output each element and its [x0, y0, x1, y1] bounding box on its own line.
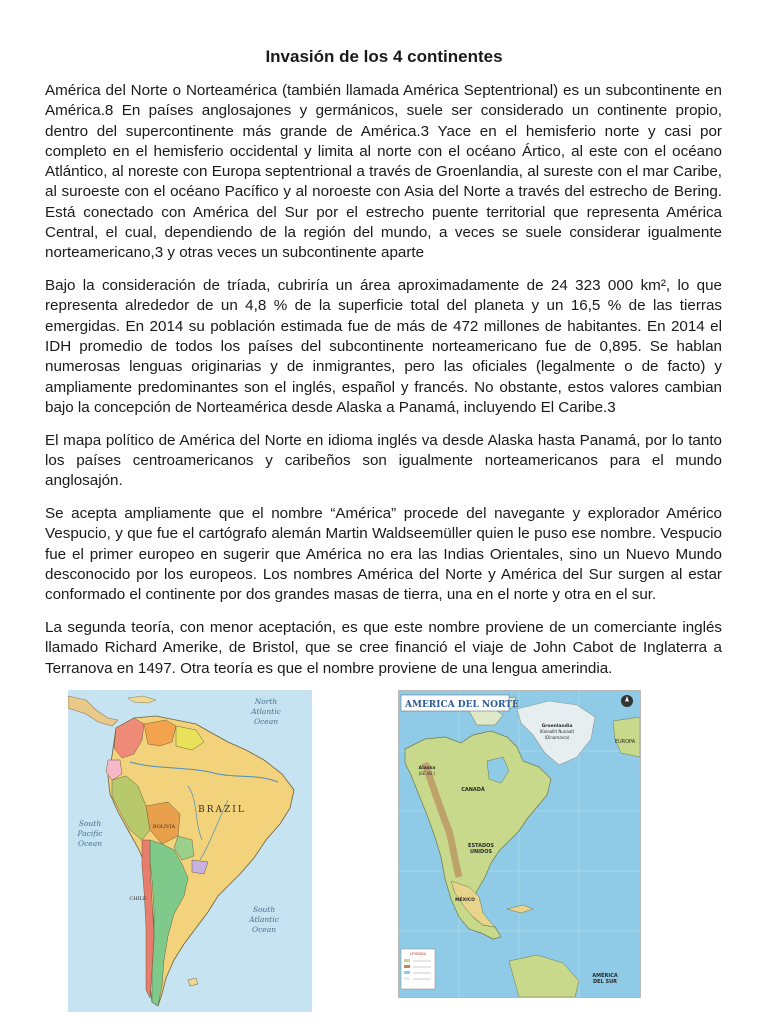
ocean-label: South	[78, 819, 102, 828]
ocean-label: Atlantic	[249, 915, 279, 924]
paragraph: La segunda teoría, con menor aceptación, es que este nombre proviene de un comerciante inglés llamado Richard Amerike, de Bristol, que se cree financió el viaje de John Cabot de Inglaterra a Terranova en 1497. Otra teoría es que el nombre proviene de una lengua amerindia.	[45, 619, 722, 677]
country-label: BRAZIL	[198, 805, 246, 815]
country-label: ESTADOS	[468, 843, 494, 849]
continent-label: DEL SUR	[592, 979, 618, 985]
paragraph: América del Norte o Norteamérica (también llamada América Septentrional) es un subcontinente en América.8 En países anglosajones y germánicos, suele ser considerado un continente propio, dentro del supercontinente más grande de América.3 Yace en el hemisferio norte y casi por completo en el hemisferio occidental y limita al norte con el océano Ártico, al este con el océano Atlántico, al noreste con Europa septentrional a través de Groenlandia, al sureste con el mar Caribe, al suroeste con el océano Pacífico y al noroeste con Asia del Norte a través del estrecho de Bering. Está conectado con América del Sur por el estrecho puente territorial que representa América Central, el cual, dependiendo de la región del mundo, a veces se suele considerar igualmente norteamericano,3 y otras veces un subcontinente aparte	[45, 82, 722, 262]
map-title: AMERICA DEL NORTE	[405, 700, 519, 710]
north-america-map	[398, 690, 641, 998]
paragraph: Bajo la consideración de tríada, cubriría un área aproximadamente de 24 323 000 km², lo que representa alrededor de un 4,8 % de la superficie total del planeta y un 16,5 % de las tierras emergidas. En 2014 su población estimada fue de más de 472 millones de habitantes. En 2014 el IDH promedio de todos los países del subcontinente norteamericano fue de 0,895. Se hablan numerosas lenguas originarias y de inmigrantes, pero las oficiales (legalmente o de facto) y ampliamente predominantes son el inglés, español y francés. No obstante, estos valores cambian bajo la concepción de Norteamérica desde Alaska a Panamá, incluyendo El Caribe.3	[45, 277, 722, 416]
continent-label: EUROPA	[614, 739, 636, 745]
ocean-label: Pacific	[77, 829, 103, 838]
region-label: (Dinamarca)	[544, 735, 570, 740]
paragraph: El mapa político de América del Norte en idioma inglés va desde Alaska hasta Panamá, por lo tanto los países centroamericanos y caribeños son igualmente norteamericanos para el mundo anglosajón.	[45, 431, 722, 490]
region-label: (Kalaallit Nunaat)	[539, 729, 575, 734]
ocean-label: Ocean	[251, 925, 277, 934]
ocean-label: North	[254, 697, 278, 706]
ocean-label: Ocean	[77, 839, 103, 848]
document-body	[45, 81, 722, 692]
country-label: BOLIVIA	[152, 824, 176, 830]
country-label: UNIDOS	[469, 849, 493, 855]
country-label: CHILE	[129, 896, 147, 902]
venezuela-region	[144, 720, 176, 746]
ocean-label: South	[252, 905, 276, 914]
south-america-map-image	[68, 690, 312, 1012]
south-america-map	[68, 690, 312, 1012]
continent-label: AMÉRICA	[592, 973, 618, 979]
ocean-label: Atlantic	[251, 707, 281, 716]
country-label: CANADÁ	[461, 787, 485, 793]
country-label: MÉXICO	[455, 898, 475, 903]
legend-title: LEYENDA	[409, 952, 427, 956]
region-label: Alaska	[418, 766, 436, 771]
paragraph: Se acepta ampliamente que el nombre “América” procede del navegante y explorador Américo Vespucio, y que fue el cartógrafo alemán Martin Waldseemüller quien le puso ese nombre. Vespucio fue el primer europeo en sugerir que América no era las Indias Orientales, sino un Nuevo Mundo desconocido por los europeos. Los nombres América del Norte y América del Sur surgen al estar conformado el continente por dos grandes masas de tierra, una en el norte y otra en el sur.	[45, 505, 722, 604]
page-title: Invasión de los 4 continentes	[265, 47, 503, 66]
region-label: (EE.UU.)	[418, 771, 436, 776]
region-label: Groenlandia	[541, 724, 573, 729]
north-america-map-image	[399, 691, 640, 997]
ocean-label: Ocean	[253, 717, 279, 726]
